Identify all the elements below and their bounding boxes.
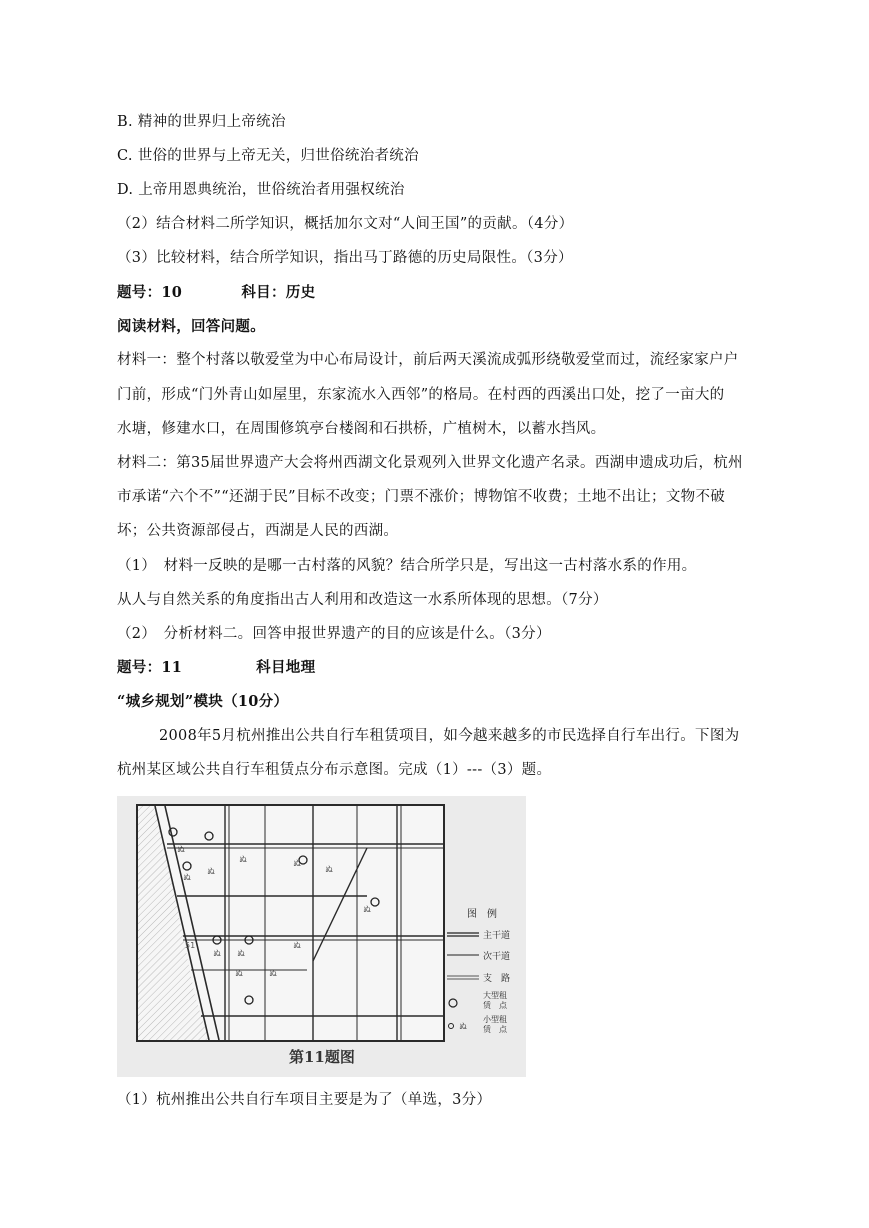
legend-bike-icon: ぬ bbox=[459, 1022, 467, 1031]
question-11-1: （1）杭州推出公共自行车项目主要是为了（单选，3分） bbox=[117, 1092, 492, 1108]
legend-title: 图 例 bbox=[467, 909, 497, 920]
intro-line-2: 杭州某区域公共自行车租赁点分布示意图。完成（1）---（3）题。 bbox=[117, 762, 552, 778]
legend-small-point-2: 赁 点 bbox=[483, 1025, 507, 1034]
option-d: D. 上帝用恩典统治，世俗统治者用强权统治 bbox=[117, 182, 405, 198]
legend-large-point-icon bbox=[449, 999, 457, 1007]
instruction: 阅读材料，回答问题。 bbox=[117, 318, 265, 335]
small-rental-point: ぬ bbox=[177, 845, 185, 854]
map-label: 51 bbox=[185, 941, 196, 950]
heading-question-11: 题号：11 科目地理 bbox=[117, 659, 316, 676]
option-c: C. 世俗的世界与上帝无关，归世俗统治者统治 bbox=[117, 148, 419, 164]
map-legend bbox=[447, 907, 510, 1034]
module-title: “城乡规划”模块（10分） bbox=[117, 693, 289, 710]
bike-rental-map-figure bbox=[117, 796, 526, 1077]
small-rental-point: ぬ bbox=[183, 873, 191, 882]
small-rental-point: ぬ bbox=[293, 941, 301, 950]
heading-question-10: 题号：10 科目：历史 bbox=[117, 284, 316, 301]
question-10-1-line-2: 从人与自然关系的角度指出古人利用和改造这一水系所体现的思想。（7分） bbox=[117, 592, 608, 608]
legend-secondary-road: 次干道 bbox=[483, 952, 511, 962]
small-rental-point: ぬ bbox=[207, 867, 215, 876]
material-1-line-2: 门前，形成“门外青山如屋里，东家流水入西邻”的格局。在村西的西溪出口处，挖了一亩大的 bbox=[117, 387, 725, 403]
small-rental-point: ぬ bbox=[363, 905, 371, 914]
small-rental-point: ぬ bbox=[235, 969, 243, 978]
material-1-line-3: 水塘，修建水口，在周围修筑亭台楼阁和石拱桥，广植树木，以蓄水挡风。 bbox=[117, 421, 606, 437]
question-2: （2）结合材料二所学知识，概括加尔文对“人间王国”的贡献。（4分） bbox=[117, 216, 574, 232]
material-2-line-2: 市承诺“六个不”“还湖于民”目标不改变；门票不涨价；博物馆不收费；土地不出让；文物不破 bbox=[117, 489, 726, 505]
legend-large-point-2: 赁 点 bbox=[483, 1001, 507, 1010]
small-rental-point: ぬ bbox=[237, 949, 245, 958]
legend-large-point-1: 大型租 bbox=[483, 991, 507, 1000]
legend-branch-road: 支 路 bbox=[483, 974, 511, 984]
question-10-1-line-1: （1） 材料一反映的是哪一古村落的风貌？结合所学只是，写出这一古村落水系的作用。 bbox=[117, 558, 697, 574]
question-3: （3）比较材料，结合所学知识，指出马丁路德的历史局限性。（3分） bbox=[117, 250, 573, 266]
figure-caption: 第11题图 bbox=[289, 1048, 355, 1066]
small-rental-point: ぬ bbox=[213, 949, 221, 958]
material-2-line-3: 坏；公共资源部侵占，西湖是人民的西湖。 bbox=[117, 523, 399, 539]
material-2-line-1: 材料二：第35届世界遗产大会将州西湖文化景观列入世界文化遗产名录。西湖申遗成功后，杭州 bbox=[117, 455, 743, 471]
small-rental-point: ぬ bbox=[293, 859, 301, 868]
legend-small-point-icon bbox=[449, 1024, 454, 1029]
intro-line-1: 2008年5月杭州推出公共自行车租赁项目，如今越来越多的市民选择自行车出行。下图为 bbox=[159, 728, 740, 744]
question-10-2: （2） 分析材料二。回答申报世界遗产的目的应该是什么。（3分） bbox=[117, 626, 551, 642]
legend-main-road: 主干道 bbox=[483, 931, 511, 941]
small-rental-point: ぬ bbox=[269, 969, 277, 978]
small-rental-point: ぬ bbox=[239, 855, 247, 864]
material-1-line-1: 材料一：整个村落以敬爱堂为中心布局设计，前后两天溪流成弧形绕敬爱堂而过，流经家家户户 bbox=[117, 352, 739, 368]
map-svg bbox=[117, 796, 526, 1077]
small-rental-point: ぬ bbox=[325, 865, 333, 874]
legend-small-point-1: 小型租 bbox=[483, 1015, 507, 1024]
option-b: B. 精神的世界归上帝统治 bbox=[117, 114, 286, 130]
